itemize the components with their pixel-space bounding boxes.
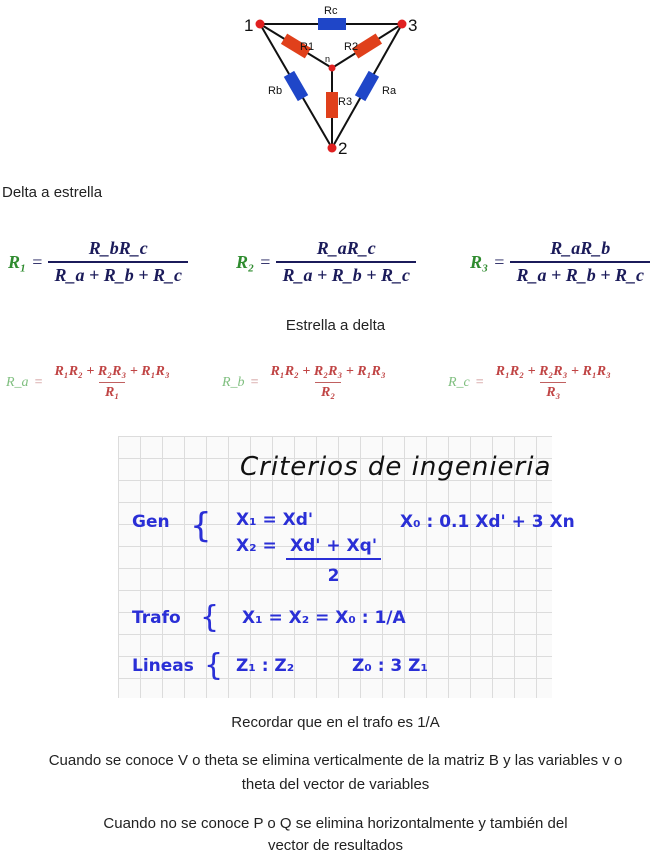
handwritten-notes <box>118 436 575 698</box>
trafo-label: Trafo <box>132 608 181 628</box>
formula-r3-lhs: R₃ <box>470 251 489 272</box>
formula-r1: R₁ = $\frac{R\_bR\_c}{R\_a + R\_b + R\_c}$ <box>8 238 188 286</box>
formula-rc-lhs: R_c <box>448 374 470 390</box>
label-r1: R1 <box>300 41 315 53</box>
label-ra: Ra <box>382 85 397 97</box>
formula-ra-lhs: R_a <box>6 374 29 390</box>
formula-r3-den: R_a + R_b + R_c <box>510 261 650 286</box>
formula-rb: R_b = $\frac{\text{R₁R₂ + R₂R₃ + R₁R₃}}{\text{R₂}}$ <box>222 364 392 401</box>
label-rb: Rb <box>268 85 283 97</box>
formula-rc-den: R₃ <box>540 382 566 401</box>
note-trafo: Recordar que en el trafo es 1/A <box>231 714 440 731</box>
resistor-r3 <box>326 92 338 118</box>
note-pq-2: vector de resultados <box>267 837 404 854</box>
node-3 <box>398 20 407 29</box>
lineas-label: Lineas <box>132 656 194 676</box>
formula-r1-lhs: R₁ <box>8 251 27 272</box>
formula-r2: R₂ = $\frac{R\_aR\_c}{R\_a + R\_b + R\_c}$ <box>236 238 416 286</box>
gen-x2-den: 2 <box>327 566 340 586</box>
gen-x2-num: Xd' + Xq' <box>286 536 381 560</box>
note-v-theta-2: theta del vector de variables <box>241 776 430 793</box>
node-2-label: 2 <box>338 139 348 156</box>
section-star-delta: Estrella a delta <box>285 317 386 334</box>
formula-r3: R₃ = $\frac{R\_aR\_b}{R\_a + R\_b + R\_c}$ <box>470 238 650 286</box>
delta-star-diagram <box>240 6 430 156</box>
gen-brace: { <box>190 506 212 546</box>
formula-ra-num: R₁R₂ + R₂R₃ + R₁R₃ <box>54 364 170 379</box>
formula-r1-den: R_a + R_b + R_c <box>48 261 188 286</box>
formula-ra-den: R₁ <box>99 382 125 401</box>
gen-label: Gen <box>132 512 170 532</box>
gen-x2: X₂ = <box>236 536 277 556</box>
lineas-z: Z₁ : Z₂ <box>236 656 295 676</box>
formula-rc-num: R₁R₂ + R₂R₃ + R₁R₃ <box>495 364 611 379</box>
formula-rb-num: R₁R₂ + R₂R₃ + R₁R₃ <box>270 364 386 379</box>
handwritten-title: Criterios de ingenieria <box>240 452 552 482</box>
formula-r2-num: R_aR_c <box>316 238 376 258</box>
node-3-label: 3 <box>408 16 418 35</box>
lineas-z0: Z₀ : 3 Z₁ <box>352 656 428 676</box>
trafo-brace: { <box>200 600 220 635</box>
node-1-label: 1 <box>244 16 254 35</box>
formula-r2-den: R_a + R_b + R_c <box>276 261 416 286</box>
lineas-brace: { <box>204 648 224 683</box>
formula-r3-num: R_aR_b <box>550 238 611 258</box>
node-center <box>329 65 336 72</box>
gen-x1: X₁ = Xd' <box>236 510 314 530</box>
section-delta-star: Delta a estrella <box>2 184 103 201</box>
label-r3: R3 <box>338 96 353 108</box>
formula-rb-lhs: R_b <box>222 374 245 390</box>
gen-x0: X₀ : 0.1 Xd' + 3 Xn <box>400 512 575 532</box>
node-1 <box>256 20 265 29</box>
formula-r2-lhs: R₂ <box>236 251 255 272</box>
formula-rb-den: R₂ <box>315 382 341 401</box>
note-pq-1: Cuando no se conoce P o Q se elimina horizontalmente y también del <box>103 815 568 832</box>
formula-ra: R_a = $\frac{\text{R₁R₂ + R₂R₃ + R₁R₃}}{\text{R₁}}$ <box>6 364 176 401</box>
resistor-ra <box>355 71 379 101</box>
trafo-eq: X₁ = X₂ = X₀ : 1/A <box>242 608 406 628</box>
gen-x2-fraction <box>286 536 381 586</box>
formula-r1-num: R_bR_c <box>88 238 148 258</box>
node-2 <box>328 144 337 153</box>
note-v-theta-1: Cuando se conoce V o theta se elimina verticalmente de la matriz B y las variables v o <box>48 752 623 769</box>
formula-rc: R_c = $\frac{\text{R₁R₂ + R₂R₃ + R₁R₃}}{\text{R₃}}$ <box>448 364 617 401</box>
label-r2: R2 <box>344 41 359 53</box>
resistor-rc <box>318 18 346 30</box>
resistor-rb <box>284 71 308 101</box>
label-rc: Rc <box>324 6 338 17</box>
node-center-label: n <box>325 54 331 64</box>
